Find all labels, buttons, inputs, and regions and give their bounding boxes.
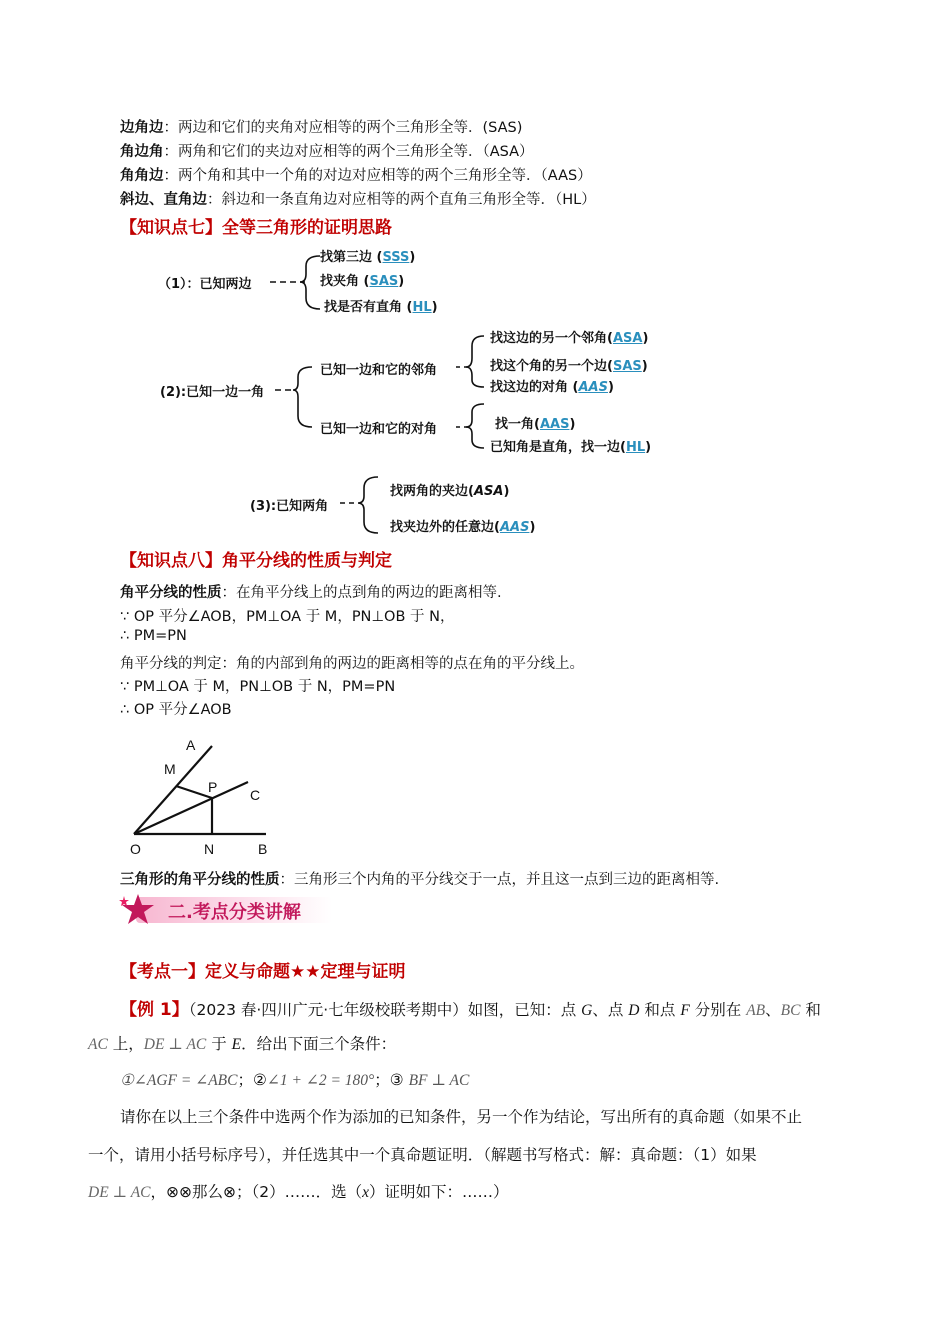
angle-bisector-judgement: 角平分线的判定：角的内部到角的两边的距离相等的点在角的平分线上。 [120, 656, 584, 672]
proof-line: ∵ OP 平分∠AOB，PM⊥OA 于 M，PN⊥OB 于 N， [120, 609, 455, 625]
flow-root-1: （1）：已知两边 [158, 277, 252, 292]
abbr-link[interactable]: AAS [539, 417, 570, 432]
example-conditions: ①∠AGF = ∠ABC；②∠1 + ∠2 = 180°；③ BF ⊥ AC [120, 1071, 470, 1089]
flow-item: 找一角(AAS) [495, 417, 576, 432]
example-paragraph: 请你在以上三个条件中选两个作为添加的已知条件，另一个作为结论，写出所有的真命题（如果不止 [120, 1108, 803, 1126]
abbr: ASA [473, 484, 504, 499]
example-line-1: 【例 1】（2023 春·四川广元·七年级校联考期中）如图，已知：点 G、点 D 和点 F 分别在 AB、BC 和 [120, 1000, 821, 1020]
flow-item: 找这边的另一个邻角(ASA) [490, 331, 649, 346]
flow-root-2: (2):已知一边一角 [160, 385, 265, 400]
abbr-link[interactable]: HL [625, 440, 646, 455]
flow-item: 找这个角的另一个边(SAS) [490, 359, 648, 374]
angle-bisector-property: 角平分线的性质：在角平分线上的点到角的两边的距离相等. [120, 585, 502, 601]
flow-item: 找是否有直角 (HL) [324, 300, 438, 315]
brace [293, 367, 312, 427]
example-line-2: AC 上，DE ⊥ AC 于 E．给出下面三个条件： [88, 1035, 397, 1053]
exam-point-title: 【考点一】定义与命题★★定理与证明 [120, 962, 406, 982]
example-label: 【例 1】 [120, 1000, 189, 1020]
rule-text: ：两边和它们的夹角对应相等的两个三角形全等．(SAS) [163, 120, 523, 136]
rule-name: 边角边 [120, 120, 164, 136]
rule-text: ：两角和它们的夹边对应相等的两个三角形全等．（ASA） [163, 144, 534, 160]
flowchart-braces [0, 0, 950, 560]
flow-item: 找第三边 (SSS) [320, 250, 416, 265]
flow-item: 找夹边外的任意边(AAS) [390, 520, 536, 535]
example-paragraph: DE ⊥ AC，⊗⊗那么⊗；（2）……．选（x）证明如下：……） [88, 1183, 509, 1201]
brace [358, 477, 378, 533]
segment-pm [176, 786, 212, 798]
triangle-bisector-property: 三角形的角平分线的性质：三角形三个内角的平分线交于一点，并且这一点到三边的距离相等. [120, 872, 720, 888]
abbr-link[interactable]: HL [412, 300, 432, 315]
proof-line: ∴ PM=PN [120, 628, 187, 644]
flow-item: 已知角是直角，找一边(HL) [490, 440, 652, 455]
brace [466, 404, 484, 448]
brace [466, 336, 484, 387]
abbr-link[interactable]: AAS [499, 520, 530, 535]
rule-text: ：斜边和一条直角边对应相等的两个直角三角形全等．（HL） [207, 192, 596, 208]
label-m: M [164, 761, 176, 777]
flow-item: 找夹角 (SAS) [320, 274, 405, 289]
abbr-link[interactable]: SAS [612, 359, 642, 374]
label-o: O [130, 841, 141, 857]
rule-text: ：两个角和其中一个角的对边对应相等的两个三角形全等．（AAS） [163, 168, 592, 184]
label-c: C [250, 787, 261, 803]
brace [300, 256, 320, 309]
rule-name: 斜边、直角边 [120, 192, 207, 208]
proof-line: ∵ PM⊥OA 于 M，PN⊥OB 于 N，PM=PN [120, 679, 396, 695]
flow-item: 找两角的夹边(ASA) [390, 484, 510, 499]
star-icon [116, 892, 156, 926]
example-paragraph: 一个，请用小括号标序号），并任选其中一个真命题证明．（解题书写格式：解：真命题：（1）如果 [88, 1146, 757, 1164]
abbr-link[interactable]: AAS [578, 380, 608, 395]
rule-name: 角角边 [120, 168, 164, 184]
section-banner [116, 892, 332, 926]
banner-text: 二.考点分类讲解 [168, 902, 301, 923]
ray-oc [134, 782, 248, 834]
label-a: A [186, 737, 196, 753]
flow-branch-1: 已知一边和它的邻角 [320, 363, 438, 378]
ray-oa [134, 746, 212, 834]
label-b: B [258, 841, 268, 857]
flow-root-3: (3):已知两角 [250, 499, 329, 514]
abbr-link[interactable]: ASA [612, 331, 643, 346]
angle-bisector-figure [120, 732, 290, 860]
flow-item: 找这边的对角 (AAS) [490, 380, 614, 395]
label-p: P [208, 779, 218, 795]
proof-line: ∴ OP 平分∠AOB [120, 702, 232, 718]
label-n: N [204, 841, 215, 857]
section7-title: 【知识点七】全等三角形的证明思路 [120, 218, 392, 238]
abbr-link[interactable]: SSS [382, 250, 410, 265]
rule-name: 角边角 [120, 144, 164, 160]
section8-title: 【知识点八】角平分线的性质与判定 [120, 551, 392, 571]
abbr-link[interactable]: SAS [369, 274, 399, 289]
flow-branch-2: 已知一边和它的对角 [320, 422, 438, 437]
